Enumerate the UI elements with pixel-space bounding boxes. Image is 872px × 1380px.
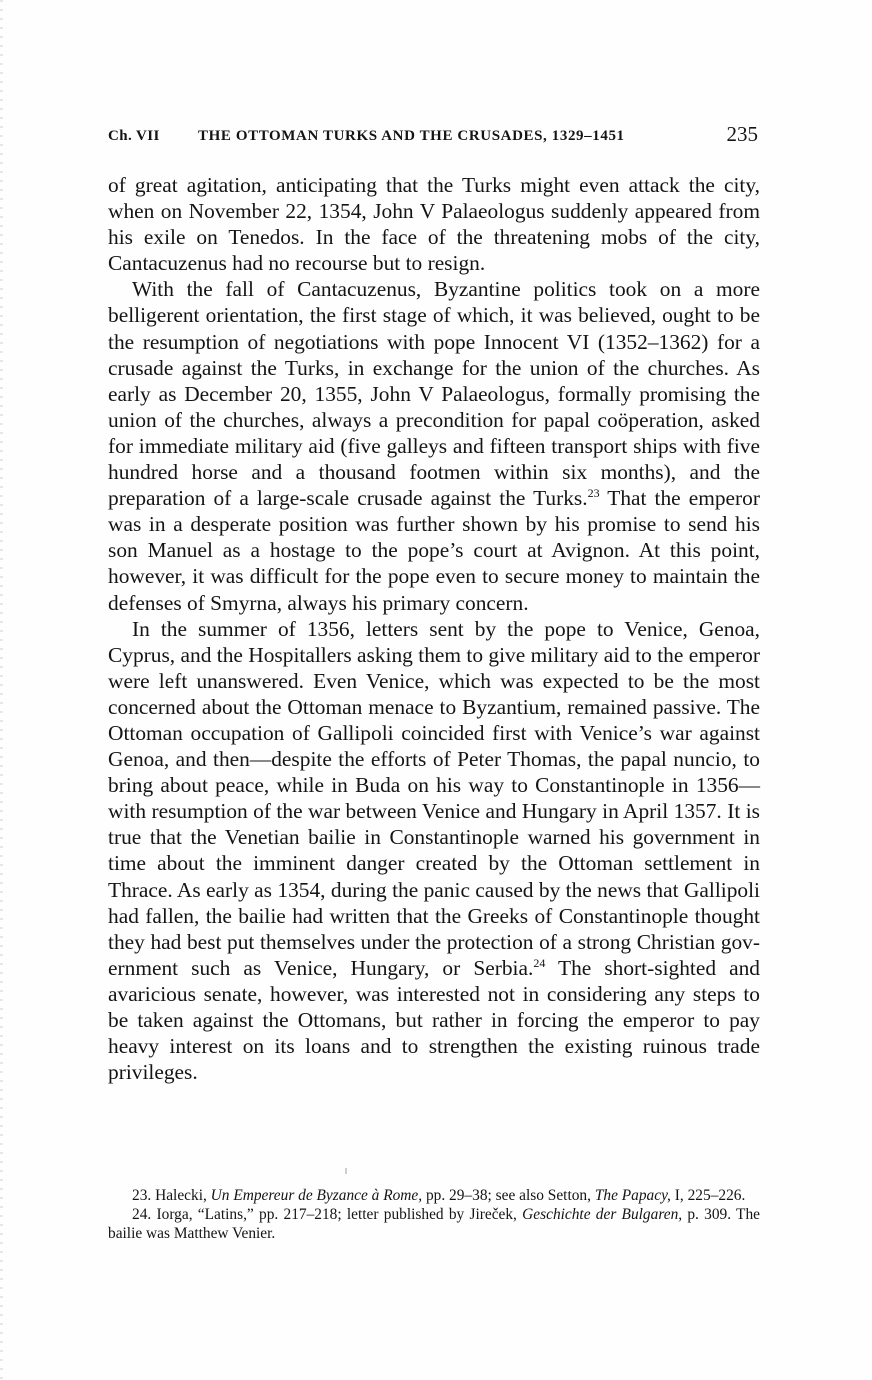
- footnote-author: Halecki,: [155, 1187, 207, 1204]
- paragraph-3: [108, 616, 760, 1086]
- paragraph-1: [108, 172, 760, 276]
- chapter-label: Ch. VII: [108, 128, 160, 144]
- paragraph-text-continued: That the emperor was in a desperate position was further shown by his promise to send his son Manuel as a hostage to the pope’s court at Avignon. At this point, however, it was difficult for the pope even to secure money to maintain the defenses of Smyrna, always his primary concern.: [108, 486, 760, 615]
- footnote-text-2: I, 225–226.: [674, 1187, 746, 1204]
- paragraph-text: With the fall of Cantacuzenus, Byzantine politics took on a more belligerent orientation, the first stage of which, it was believed, ought to be the resumption of negotiations with pope Innocent VI (1352–1362) for a crusade against the Turks, in exchange for the union of the churches. As early as December 20, 1355, John V Palaeologus, formally promising the union of the churches, always a precondition for papal coöperation, asked for immediate military aid (five galleys and fifteen transport ships with five hundred horse and a thousand footmen within six months), and the preparation of a large-scale crusade against the Turks.: [108, 277, 760, 511]
- page-edge-scan-marks: [0, 0, 3, 1380]
- footnote-number: 24.: [132, 1206, 152, 1223]
- body-text: [108, 172, 760, 1085]
- footnotes: [108, 1186, 760, 1243]
- paragraph-text: In the summer of 1356, letters sent by the pope to Venice, Genoa, Cyprus, and the Hospitallers asking them to give military aid to the emperor were left unanswered. Even Venice, which was expected to be the most concerned about the Ottoman menace to Byzantium, remained passive. The Ottoman occupation of Gallipoli coincided first with Venice’s war against Genoa, and then—despite the efforts of Peter Thomas, the papal nuncio, to bring about peace, while in Buda on his way to Constantinople in 1356—with resumption of the war between Venice and Hungary in April 1357. It is true that the Venetian bailie in Constantinople warned his government in time about the imminent danger created by the Ottoman settlement in Thrace. As early as 1354, during the panic caused by the news that Gallipoli had fallen, the bailie had written that the Greeks of Constantinople thought they had best put themselves under the protection of a strong Christian government such as Venice, Hungary, or Serbia.: [108, 616, 760, 980]
- footnote-reference-23[interactable]: 23: [587, 486, 600, 501]
- footnote-text: pp. 29–38; see also Setton,: [425, 1187, 591, 1204]
- footnote-author: Iorga, “Latins,” pp. 217–218; letter published by Jireček,: [156, 1206, 517, 1223]
- paragraph-2: [108, 276, 760, 615]
- footnote-reference-24[interactable]: 24: [533, 955, 546, 970]
- paragraph-text: of great agitation, anticipating that the Turks might even attack the city, when on November 22, 1354, John V Palaeologus suddenly appeared from his exile on Tenedos. In the face of the threatening mobs of the city, Cantacuzenus had no recourse but to resign.: [108, 173, 760, 276]
- running-head: [108, 122, 760, 152]
- scan-speck: [345, 1168, 347, 1174]
- footnote-text: p. 309. The bailie was Matthew Venier.: [108, 1206, 760, 1242]
- paragraph-text-continued: The short-sighted and avaricious senate, however, was interested not in considering any steps to be taken against the Ottomans, but rather in forcing the emperor to pay heavy interest on its loans and to strengthen the existing ruinous trade privileges.: [108, 955, 760, 1085]
- footnote-23: [108, 1186, 760, 1205]
- footnote-work-title-2: The Papacy,: [594, 1187, 671, 1204]
- footnote-work-title: Geschichte der Bulgaren,: [522, 1206, 683, 1223]
- footnote-24: [108, 1205, 760, 1243]
- page-number: 235: [726, 122, 758, 146]
- footnote-number: 23.: [132, 1187, 152, 1204]
- running-title: THE OTTOMAN TURKS AND THE CRUSADES, 1329–1451: [198, 128, 625, 144]
- footnote-work-title: Un Empereur de Byzance à Rome,: [210, 1187, 423, 1204]
